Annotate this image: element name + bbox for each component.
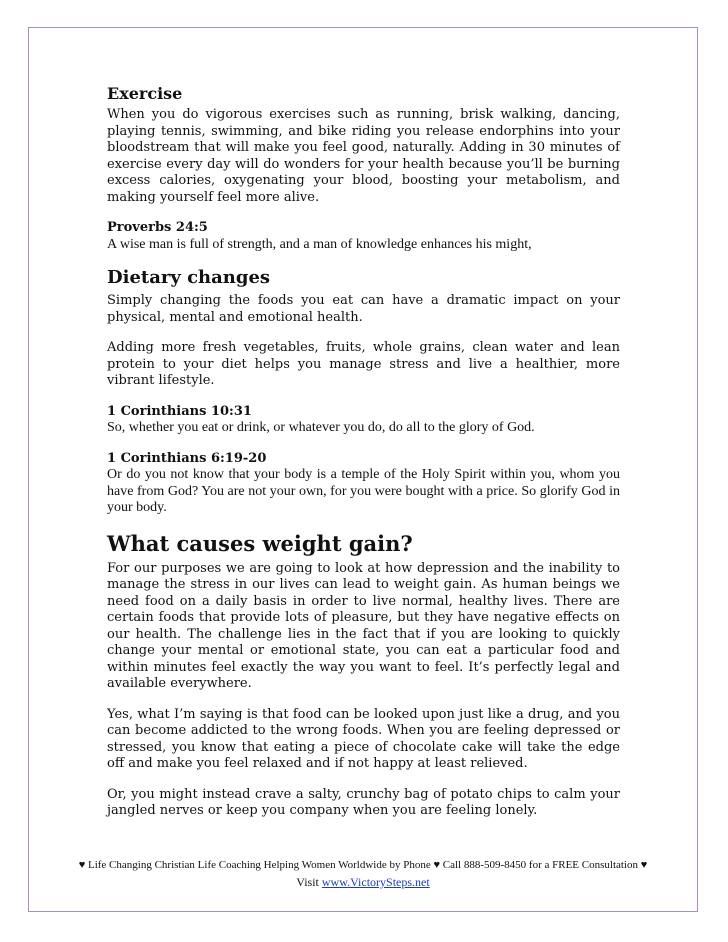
verse-ref-proverbs: Proverbs 24:5: [107, 220, 208, 235]
exercise-paragraph: When you do vigorous exercises such as running, brisk walking, dancing, playing tennis, swimming, and bike riding you release endorphins into your bloodstream that will make you feel good, naturally. Adding in 30 minutes of exercise every day will do wonders for your health because you’ll be burning excess calories, oxygenating your blood, boosting your metabolism, and making yourself feel more alive.: [107, 107, 620, 205]
footer-visit-line: [28, 875, 698, 890]
heading-weight-gain: What causes weight gain?: [107, 530, 413, 556]
weight-paragraph-1: For our purposes we are going to look at how depression and the inability to manage the stress in our lives can lead to weight gain. As human beings we need food on a daily basis in order to live normal, healthy lives. There are certain foods that provide lots of pleasure, but they have negative effects on our health. The challenge lies in the fact that if you are looking to quickly change your mental or emotional state, you can eat a particular food and within minutes feel exactly the way you want to feel. It’s perfectly legal and available everywhere.: [107, 560, 620, 691]
weight-paragraph-2: Yes, what I’m saying is that food can be looked upon just like a drug, and you can become addicted to the wrong foods. When you are feeling depressed or stressed, you know that eating a piece of chocolate cake will take the edge off and make you feel relaxed and if not happy at least relieved.: [107, 706, 620, 771]
page-footer: [28, 858, 698, 890]
document-body: [107, 84, 620, 820]
verse-ref-1cor-6-19: 1 Corinthians 6:19-20: [107, 450, 267, 466]
verse-ref-1cor-10-31: 1 Corinthians 10:31: [107, 403, 252, 419]
verse-text-proverbs: A wise man is full of strength, and a man of knowledge enhances his might,: [107, 236, 532, 252]
dietary-paragraph-2: Adding more fresh vegetables, fruits, whole grains, clean water and lean protein to your diet helps you manage stress and live a healthier, more vibrant lifestyle.: [107, 340, 620, 388]
verse-text-1cor-10-31: So, whether you eat or drink, or whatever you do, do all to the glory of God.: [107, 420, 535, 435]
heading-dietary-changes: Dietary changes: [107, 267, 271, 288]
heading-exercise: Exercise: [107, 84, 183, 103]
footer-website-link[interactable]: www.VictorySteps.net: [321, 875, 430, 889]
verse-text-1cor-6-19: Or do you not know that your body is a temple of the Holy Spirit within you, whom you have from God? You are not your own, for you were bought with a price. So glorify God in your body.: [107, 467, 620, 515]
weight-paragraph-3: Or, you might instead crave a salty, crunchy bag of potato chips to calm your jangled nerves or keep you company when you are feeling lonely.: [107, 786, 620, 818]
dietary-paragraph-1: Simply changing the foods you eat can have a dramatic impact on your physical, mental and emotional health.: [107, 293, 620, 325]
footer-visit-label: Visit: [296, 875, 319, 889]
footer-tagline: ♥ Life Changing Christian Life Coaching Helping Women Worldwide by Phone ♥ Call 888-509-8450 for a FREE Consultation ♥: [78, 859, 648, 871]
